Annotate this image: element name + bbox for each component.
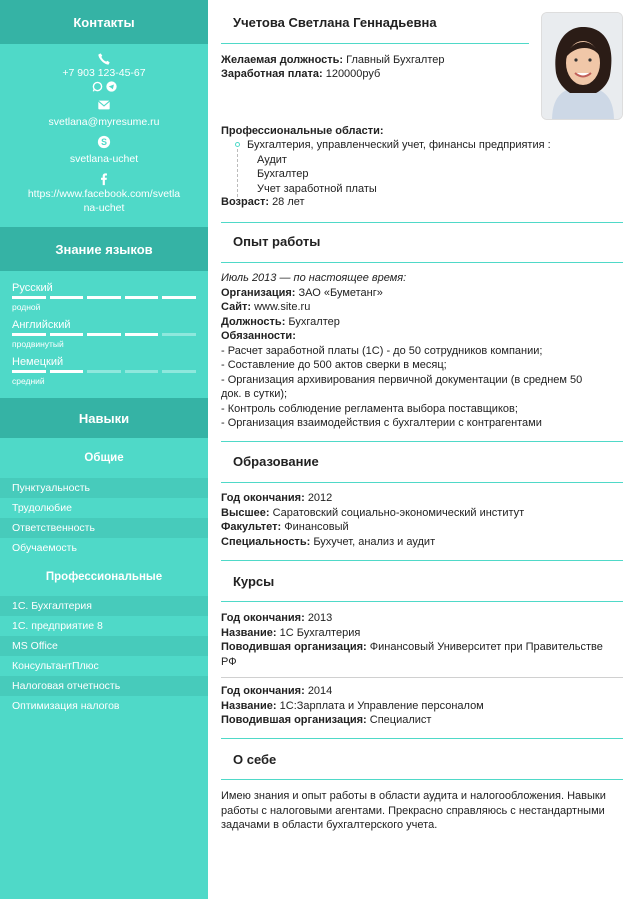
field-label: Факультет: <box>221 521 282 533</box>
professional-skills-list <box>0 596 208 716</box>
job-site <box>221 300 582 315</box>
field-value: 120000руб <box>325 68 381 80</box>
language-level-bar <box>12 296 196 299</box>
level-segment <box>12 333 46 336</box>
level-segment <box>125 333 159 336</box>
field-label: Специальность: <box>221 535 311 548</box>
field-value: Бухгалтер <box>288 315 340 328</box>
divider <box>221 482 623 483</box>
language-level: средний <box>12 376 45 386</box>
telegram-icon[interactable] <box>106 81 117 92</box>
level-segment <box>87 296 121 299</box>
about-line: работы с налоговыми агентами. Прекрасно справляюсь с нестандартными <box>221 804 605 817</box>
site-link[interactable]: www.site.ru <box>254 301 311 313</box>
skype-icon <box>97 135 111 149</box>
about-line: Имею знания и опыт работы в области аудита и налогообложения. Навыки <box>221 790 606 802</box>
general-skills-list <box>0 478 208 558</box>
contacts-block <box>0 44 208 215</box>
divider <box>221 560 623 561</box>
level-segment <box>50 296 84 299</box>
field-value: 2012 <box>307 492 333 504</box>
field-label: Сайт: <box>221 301 252 313</box>
field-value: Специалист <box>369 714 432 726</box>
level-segment <box>87 370 121 373</box>
job-period: Июль 2013 — по настоящее время: <box>221 272 407 284</box>
skill-item: 1С. Бухгалтерия <box>0 596 208 616</box>
about-line: задачами в области бухгалтерского учета. <box>221 819 438 831</box>
facebook-link-line1[interactable]: https://www.facebook.com/svetla <box>27 188 181 200</box>
facebook-link[interactable] <box>0 187 208 215</box>
languages-header: Знание языков <box>0 227 208 271</box>
level-segment <box>12 296 46 299</box>
level-segment <box>162 296 196 299</box>
field-label: Название: <box>221 699 277 712</box>
field-value: 1С Бухгалтерия <box>279 626 361 639</box>
contacts-header: Контакты <box>0 0 208 44</box>
section-title-courses: Курсы <box>233 574 275 589</box>
language-item <box>12 318 196 351</box>
field-label: Высшее: <box>221 506 270 519</box>
skill-item: Пунктуальность <box>0 478 208 498</box>
sidebar <box>0 0 208 899</box>
area-item: Аудит <box>257 153 287 166</box>
profile-photo <box>541 12 623 120</box>
field-label: Год окончания: <box>221 685 305 697</box>
age <box>221 195 305 210</box>
field-value: 1С:Зарплата и Управление персоналом <box>279 699 484 712</box>
professional-skills-title: Профессиональные <box>45 571 163 583</box>
skills-header: Навыки <box>0 398 208 438</box>
skill-item: КонсультантПлюс <box>12 660 99 672</box>
divider <box>221 262 623 263</box>
skill-item: Налоговая отчетность <box>0 676 208 696</box>
course-item <box>221 611 603 669</box>
area-item: Бухгалтер <box>257 168 309 180</box>
duties-label: Обязанности: <box>221 330 296 342</box>
section-title-education: Образование <box>233 454 319 469</box>
field-value: 28 лет <box>272 196 305 208</box>
level-segment <box>12 370 46 373</box>
tree-line <box>237 149 238 197</box>
section-title-experience: Опыт работы <box>233 234 321 249</box>
language-level-bar <box>12 333 196 336</box>
divider <box>221 222 623 223</box>
skill-item: Трудолюбие <box>12 502 72 514</box>
divider <box>221 677 623 678</box>
section-title-about: О себе <box>233 752 277 767</box>
language-level-bar <box>12 370 196 373</box>
level-segment <box>162 370 196 373</box>
job-organization <box>221 286 582 301</box>
skill-item: Ответственность <box>0 518 208 538</box>
field-label: Год окончания: <box>221 492 305 504</box>
skill-item: 1С. предприятие 8 <box>12 620 103 632</box>
level-segment <box>125 296 159 299</box>
duty-item: - Организация взаимодействия с бухгалтерии с контрагентами <box>221 417 542 429</box>
skill-item: Обучаемость <box>12 542 77 554</box>
field-label: Поводившая организация: <box>221 641 367 653</box>
facebook-icon <box>97 172 111 186</box>
duty-item: - Организация архивирования первичной документации (в среднем 50 <box>221 373 583 386</box>
duty-item: - Контроль соблюдение регламента выбора поставщиков; <box>221 402 518 415</box>
divider <box>221 43 529 44</box>
course-item <box>221 684 484 728</box>
bullet-icon <box>235 142 240 147</box>
desired-salary <box>221 67 380 82</box>
areas-main: Бухгалтерия, управленческий учет, финансы предприятия : <box>247 139 551 151</box>
about-text <box>221 789 606 833</box>
level-segment <box>162 333 196 336</box>
level-segment <box>125 370 159 373</box>
language-item <box>12 281 196 314</box>
email-icon <box>97 98 111 112</box>
duty-item: док. в сутки); <box>221 388 288 400</box>
level-segment <box>50 333 84 336</box>
phone-number[interactable]: +7 903 123-45-67 <box>62 67 146 79</box>
field-value: Финансовый <box>284 521 349 533</box>
area-item: Учет заработной платы <box>257 182 377 195</box>
field-value: РФ <box>221 655 237 668</box>
language-name: Немецкий <box>12 356 64 368</box>
field-value: Бухучет, анализ и аудит <box>313 535 436 548</box>
language-name: Русский <box>12 282 53 294</box>
field-value: ЗАО «Буметанг» <box>298 286 383 299</box>
field-label: Возраст: <box>221 196 269 208</box>
areas-list <box>235 138 551 196</box>
level-segment <box>50 370 84 373</box>
svg-text:S: S <box>101 137 107 148</box>
areas-label: Профессиональные области: <box>221 125 384 137</box>
duty-item: - Расчет заработной платы (1С) - до 50 сотрудников компании; <box>221 344 543 357</box>
language-name: Английский <box>12 319 71 331</box>
field-label: Организация: <box>221 286 296 299</box>
whatsapp-icon[interactable] <box>92 81 103 92</box>
field-value: 2014 <box>307 685 333 697</box>
email-address[interactable]: svetlana@myresume.ru <box>48 116 160 128</box>
field-value: Финансовый Университет при Правительстве <box>369 641 603 653</box>
language-item <box>12 355 196 388</box>
field-label: Название: <box>221 626 277 639</box>
field-label: Поводившая организация: <box>221 714 367 726</box>
divider <box>221 738 623 739</box>
divider <box>221 779 623 780</box>
education-block <box>221 491 524 549</box>
general-skills-title: Общие <box>84 452 124 464</box>
field-label: Заработная плата: <box>221 68 323 80</box>
language-level: продвинутый <box>12 339 64 349</box>
person-name: Учетова Светлана Геннадьевна <box>233 15 437 30</box>
duty-item: - Составление до 500 актов сверки в месяц; <box>221 359 447 371</box>
divider <box>221 601 623 602</box>
phone-icon <box>97 52 111 66</box>
languages-list <box>0 271 208 388</box>
language-level: родной <box>12 302 41 312</box>
facebook-link-line2[interactable]: na-uchet <box>83 202 125 214</box>
level-segment <box>87 333 121 336</box>
field-value: 2013 <box>307 612 333 624</box>
field-label: Год окончания: <box>221 612 305 624</box>
field-label: Желаемая должность: <box>221 54 344 66</box>
skill-item: MS Office <box>0 636 208 656</box>
field-value: Саратовский социально-экономический институт <box>272 506 525 519</box>
divider <box>221 441 623 442</box>
desired-position <box>221 53 445 68</box>
skype-login[interactable]: svetlana-uchet <box>69 153 139 165</box>
job-position <box>221 315 582 330</box>
field-value: Главный Бухгалтер <box>346 54 445 66</box>
field-label: Должность: <box>221 315 286 328</box>
skill-item: Оптимизация налогов <box>12 700 120 712</box>
experience-block <box>221 271 582 431</box>
